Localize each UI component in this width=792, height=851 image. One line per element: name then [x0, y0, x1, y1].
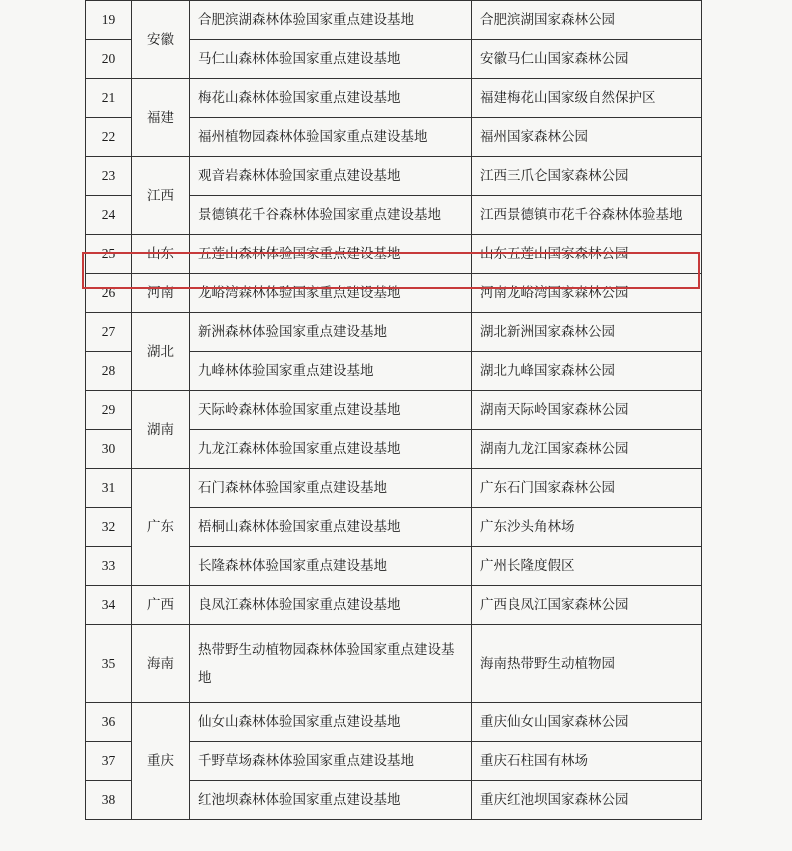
base-name-cell: 红池坝森林体验国家重点建设基地 — [190, 781, 472, 820]
park-name-cell: 湖南天际岭国家森林公园 — [472, 391, 702, 430]
park-name-cell: 福建梅花山国家级自然保护区 — [472, 79, 702, 118]
row-number: 21 — [86, 79, 132, 118]
province-cell: 湖南 — [132, 391, 190, 469]
park-name-cell: 湖北新洲国家森林公园 — [472, 313, 702, 352]
row-number: 29 — [86, 391, 132, 430]
row-number: 24 — [86, 196, 132, 235]
row-number: 27 — [86, 313, 132, 352]
park-name-cell: 广西良凤江国家森林公园 — [472, 586, 702, 625]
province-cell: 河南 — [132, 274, 190, 313]
base-name-cell: 梧桐山森林体验国家重点建设基地 — [190, 508, 472, 547]
base-name-cell: 新洲森林体验国家重点建设基地 — [190, 313, 472, 352]
base-name-cell: 九峰林体验国家重点建设基地 — [190, 352, 472, 391]
park-name-cell: 福州国家森林公园 — [472, 118, 702, 157]
row-number: 35 — [86, 625, 132, 703]
row-number: 37 — [86, 742, 132, 781]
province-cell: 山东 — [132, 235, 190, 274]
base-name-cell: 九龙江森林体验国家重点建设基地 — [190, 430, 472, 469]
row-number: 22 — [86, 118, 132, 157]
row-number: 30 — [86, 430, 132, 469]
row-number: 23 — [86, 157, 132, 196]
row-number: 33 — [86, 547, 132, 586]
row-number: 32 — [86, 508, 132, 547]
park-name-cell: 山东五莲山国家森林公园 — [472, 235, 702, 274]
base-name-cell: 马仁山森林体验国家重点建设基地 — [190, 40, 472, 79]
table-row — [86, 313, 702, 352]
park-name-cell: 合肥滨湖国家森林公园 — [472, 1, 702, 40]
row-number: 38 — [86, 781, 132, 820]
base-name-cell: 观音岩森林体验国家重点建设基地 — [190, 157, 472, 196]
park-name-cell: 安徽马仁山国家森林公园 — [472, 40, 702, 79]
province-cell: 广西 — [132, 586, 190, 625]
park-name-cell: 江西三爪仑国家森林公园 — [472, 157, 702, 196]
table-row — [86, 79, 702, 118]
base-name-cell: 石门森林体验国家重点建设基地 — [190, 469, 472, 508]
park-name-cell: 重庆红池坝国家森林公园 — [472, 781, 702, 820]
row-number: 34 — [86, 586, 132, 625]
base-name-cell: 千野草场森林体验国家重点建设基地 — [190, 742, 472, 781]
row-number: 20 — [86, 40, 132, 79]
base-name-cell: 天际岭森林体验国家重点建设基地 — [190, 391, 472, 430]
row-number: 31 — [86, 469, 132, 508]
table-row — [86, 274, 702, 313]
forest-base-table — [85, 0, 702, 820]
row-number: 26 — [86, 274, 132, 313]
base-name-cell: 景德镇花千谷森林体验国家重点建设基地 — [190, 196, 472, 235]
row-number: 25 — [86, 235, 132, 274]
province-cell: 湖北 — [132, 313, 190, 391]
park-name-cell: 湖南九龙江国家森林公园 — [472, 430, 702, 469]
park-name-cell: 广州长隆度假区 — [472, 547, 702, 586]
province-cell: 福建 — [132, 79, 190, 157]
table-row — [86, 586, 702, 625]
base-name-cell: 福州植物园森林体验国家重点建设基地 — [190, 118, 472, 157]
base-name-cell: 合肥滨湖森林体验国家重点建设基地 — [190, 1, 472, 40]
row-number: 36 — [86, 703, 132, 742]
park-name-cell: 重庆石柱国有林场 — [472, 742, 702, 781]
province-cell: 海南 — [132, 625, 190, 703]
row-number: 28 — [86, 352, 132, 391]
base-name-cell: 长隆森林体验国家重点建设基地 — [190, 547, 472, 586]
park-name-cell: 广东石门国家森林公园 — [472, 469, 702, 508]
park-name-cell: 江西景德镇市花千谷森林体验基地 — [472, 196, 702, 235]
park-name-cell: 广东沙头角林场 — [472, 508, 702, 547]
base-name-cell: 梅花山森林体验国家重点建设基地 — [190, 79, 472, 118]
base-name-cell: 良凤江森林体验国家重点建设基地 — [190, 586, 472, 625]
table-row — [86, 703, 702, 742]
table-row — [86, 625, 702, 703]
table-row — [86, 469, 702, 508]
table-row — [86, 391, 702, 430]
province-cell: 安徽 — [132, 1, 190, 79]
park-name-cell: 重庆仙女山国家森林公园 — [472, 703, 702, 742]
base-name-cell: 龙峪湾森林体验国家重点建设基地 — [190, 274, 472, 313]
base-name-cell: 仙女山森林体验国家重点建设基地 — [190, 703, 472, 742]
province-cell: 广东 — [132, 469, 190, 586]
park-name-cell: 湖北九峰国家森林公园 — [472, 352, 702, 391]
table-row — [86, 1, 702, 40]
province-cell: 江西 — [132, 157, 190, 235]
province-cell: 重庆 — [132, 703, 190, 820]
park-name-cell: 海南热带野生动植物园 — [472, 625, 702, 703]
base-name-cell: 五莲山森林体验国家重点建设基地 — [190, 235, 472, 274]
table-row-highlighted — [86, 235, 702, 274]
park-name-cell: 河南龙峪湾国家森林公园 — [472, 274, 702, 313]
base-name-cell: 热带野生动植物园森林体验国家重点建设基地 — [190, 625, 472, 703]
table-row — [86, 157, 702, 196]
row-number: 19 — [86, 1, 132, 40]
